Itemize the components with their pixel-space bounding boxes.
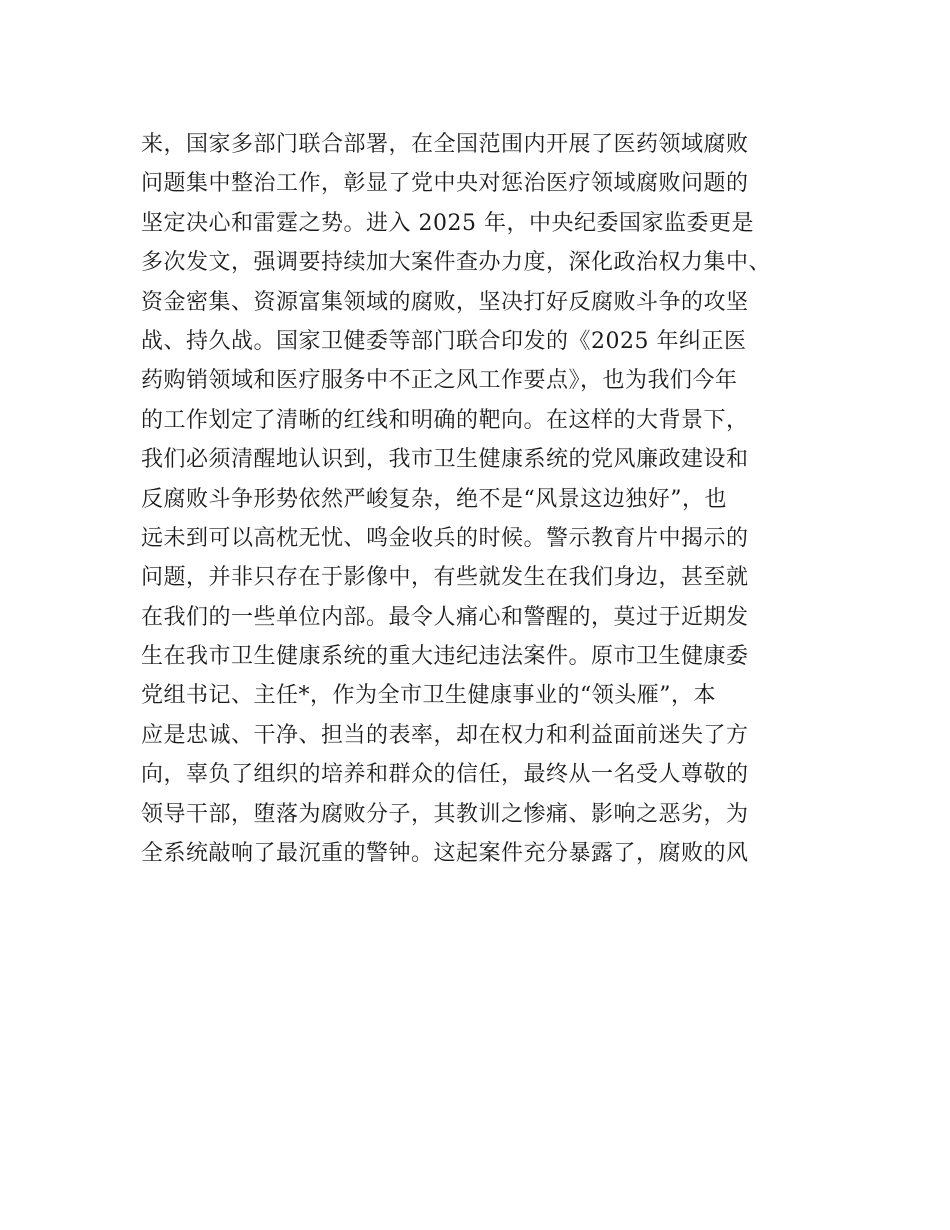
body-paragraph: [141, 125, 841, 873]
text-line: 向，辜负了组织的培养和群众的信任，最终从一名受人尊敬的: [141, 762, 749, 788]
text-line: 坚定决心和雷霆之势。进入 2025 年，中央纪委国家监委更是: [141, 210, 754, 236]
text-line: 反腐败斗争形势依然严峻复杂，绝不是“风景这边独好”，也: [141, 486, 727, 512]
text-line: 多次发文，强调要持续加大案件查办力度，深化政治权力集中、: [141, 250, 772, 276]
text-line: 问题，并非只存在于影像中，有些就发生在我们身边，甚至就: [141, 565, 749, 591]
text-line: 的工作划定了清晰的红线和明确的靶向。在这样的大背景下，: [141, 407, 749, 433]
text-line: 党组书记、主任*，作为全市卫生健康事业的“领头雁”，本: [141, 683, 716, 709]
text-line: 应是忠诚、干净、担当的表率，却在权力和利益面前迷失了方: [141, 722, 749, 748]
text-line: 在我们的一些单位内部。最令人痛心和警醒的，莫过于近期发: [141, 604, 749, 630]
text-line: 全系统敲响了最沉重的警钟。这起案件充分暴露了，腐败的风: [141, 841, 749, 867]
text-line: 战、持久战。国家卫健委等部门联合印发的《2025 年纠正医: [141, 328, 747, 354]
text-line: 资金密集、资源富集领域的腐败，坚决打好反腐败斗争的攻坚: [141, 289, 749, 315]
text-line: 药购销领域和医疗服务中不正之风工作要点》，也为我们今年: [141, 368, 738, 394]
text-line: 我们必须清醒地认识到，我市卫生健康系统的党风廉政建设和: [141, 447, 749, 473]
text-line: 问题集中整治工作，彰显了党中央对惩治医疗领域腐败问题的: [141, 171, 749, 197]
text-line: 来，国家多部门联合部署，在全国范围内开展了医药领域腐败: [141, 132, 749, 157]
text-line: 生在我市卫生健康系统的重大违纪违法案件。原市卫生健康委: [141, 644, 749, 670]
text-line: 远未到可以高枕无忧、鸣金收兵的时候。警示教育片中揭示的: [141, 525, 749, 551]
text-line: 领导干部，堕落为腐败分子，其教训之惨痛、影响之恶劣，为: [141, 801, 749, 827]
